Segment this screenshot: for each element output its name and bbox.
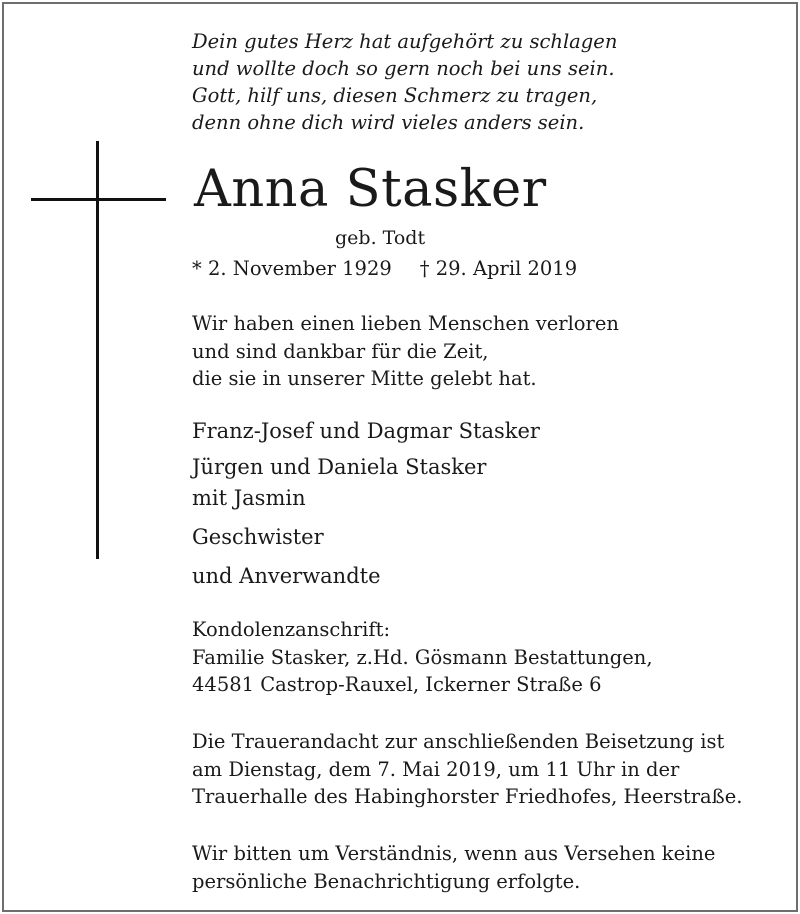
address-line: Kondolenzanschrift: [192,618,391,641]
service-line: Die Trauerandacht zur anschließenden Beisetzung ist [192,730,725,753]
remembrance-line: die sie in unserer Mitte gelebt hat. [192,367,537,390]
poem-line: und wollte doch so gern noch bei uns sein. [192,57,615,80]
cross-icon-vertical [96,141,99,559]
mourner-line: Franz-Josef und Dagmar Stasker [192,419,540,443]
closing-note [192,840,715,895]
remembrance-line: und sind dankbar für die Zeit, [192,339,489,363]
remembrance-text [192,310,619,393]
death-date: † 29. April 2019 [419,257,578,280]
memorial-poem [192,28,617,136]
address-line: 44581 Castrop-Rauxel, Ickerner Straße 6 [192,673,602,696]
maiden-name: geb. Todt [335,227,426,249]
mourner-line: Geschwister [192,525,324,549]
remembrance-line: Wir haben einen lieben Menschen verloren [192,312,619,335]
life-dates [192,255,577,283]
birth-date: * 2. November 1929 [192,257,392,280]
poem-line: denn ohne dich wird vieles anders sein. [192,111,585,134]
mourner-line: Jürgen und Daniela Stasker [192,455,487,479]
closing-line: persönliche Benachrichtigung erfolgte. [192,869,581,893]
poem-line: Dein gutes Herz hat aufgehört zu schlagen [192,30,618,53]
condolence-address [192,616,653,699]
cross-icon-horizontal [31,198,166,201]
service-info [192,728,742,811]
service-line: Trauerhalle des Habinghorster Friedhofes, Heerstraße. [192,785,743,808]
address-line: Familie Stasker, z.Hd. Gösmann Bestattungen, [192,645,653,669]
poem-line: Gott, hilf uns, diesen Schmerz zu tragen, [192,84,598,107]
service-line: am Dienstag, dem 7. Mai 2019, um 11 Uhr in der [192,757,680,781]
mourner-line: mit Jasmin [192,486,306,510]
closing-line: Wir bitten um Verständnis, wenn aus Versehen keine [192,842,716,865]
mourner-line: und Anverwandte [192,564,381,588]
deceased-name: Anna Stasker [194,160,547,219]
